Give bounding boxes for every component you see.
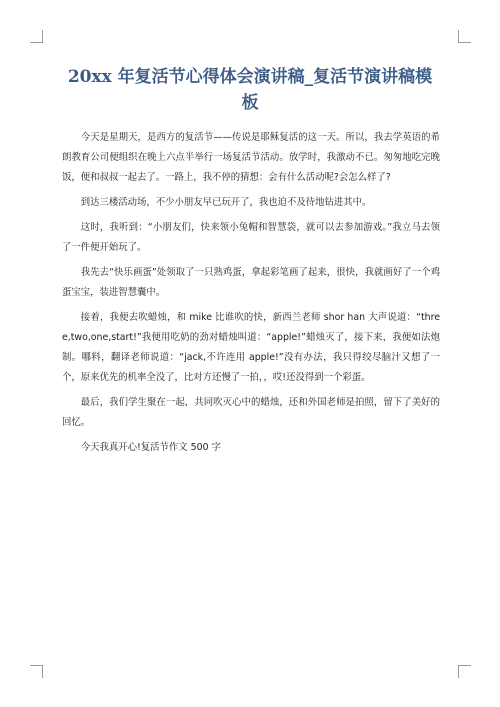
paragraph-3: 这时，我听到：“小朋友们，快来领小兔帽和智慧袋，就可以去参加游戏。”我立马去领了一件便开始玩了。	[62, 222, 440, 253]
crop-mark-top-right	[458, 30, 471, 43]
paragraph-1: 今天是星期天，是西方的复活节——传说是耶稣复活的这一天。所以，我去学英语的希朗教育公司便组织在晚上六点半举行一场复活节活动。放学时，我激动不已。匆匆地吃完晚饭，便和叔叔一起去了。一路上，我不停的猜想：会有什么活动呢?会怎么样了?	[62, 132, 440, 183]
paragraph-5: 接着，我便去吹蜡烛，和 mike 比谁吹的快，新西兰老师 shor han 大声说道：“three,two,one,start!”我便用吃奶的劲对蜡烛叫道：“apple!”蜡烛灭了，接下来，我便如法炮制。哪料，翻译老师说道：“jack,不许连用 apple!”没有办法，我只得绞尽脑汁又想了一个，原来优先的机率全没了，比对方还慢了一拍，，哎!还没得到一个彩蛋。	[62, 312, 440, 383]
crop-mark-bottom-right	[458, 665, 471, 678]
crop-mark-top-left	[30, 30, 43, 43]
paragraph-7: 今天我真开心!复活节作文 500 字	[80, 442, 221, 453]
document-body	[62, 128, 440, 463]
document-title: 20xx 年复活节心得体会演讲稿_复活节演讲稿模板	[67, 67, 433, 113]
crop-mark-bottom-left	[30, 665, 43, 678]
paragraph-4: 我先去“快乐画蛋”处领取了一只熟鸡蛋，拿起彩笔画了起来，很快，我就画好了一个鸡蛋宝宝，装进智慧囊中。	[62, 267, 440, 298]
paragraph-2: 到达三楼活动场，不少小朋友早已玩开了，我也迫不及待地钻进其中。	[80, 197, 372, 208]
paragraph-6: 最后，我们学生聚在一起，共同吹灭心中的蜡烛，还和外国老师是拍照，留下了美好的回忆。	[62, 397, 440, 428]
